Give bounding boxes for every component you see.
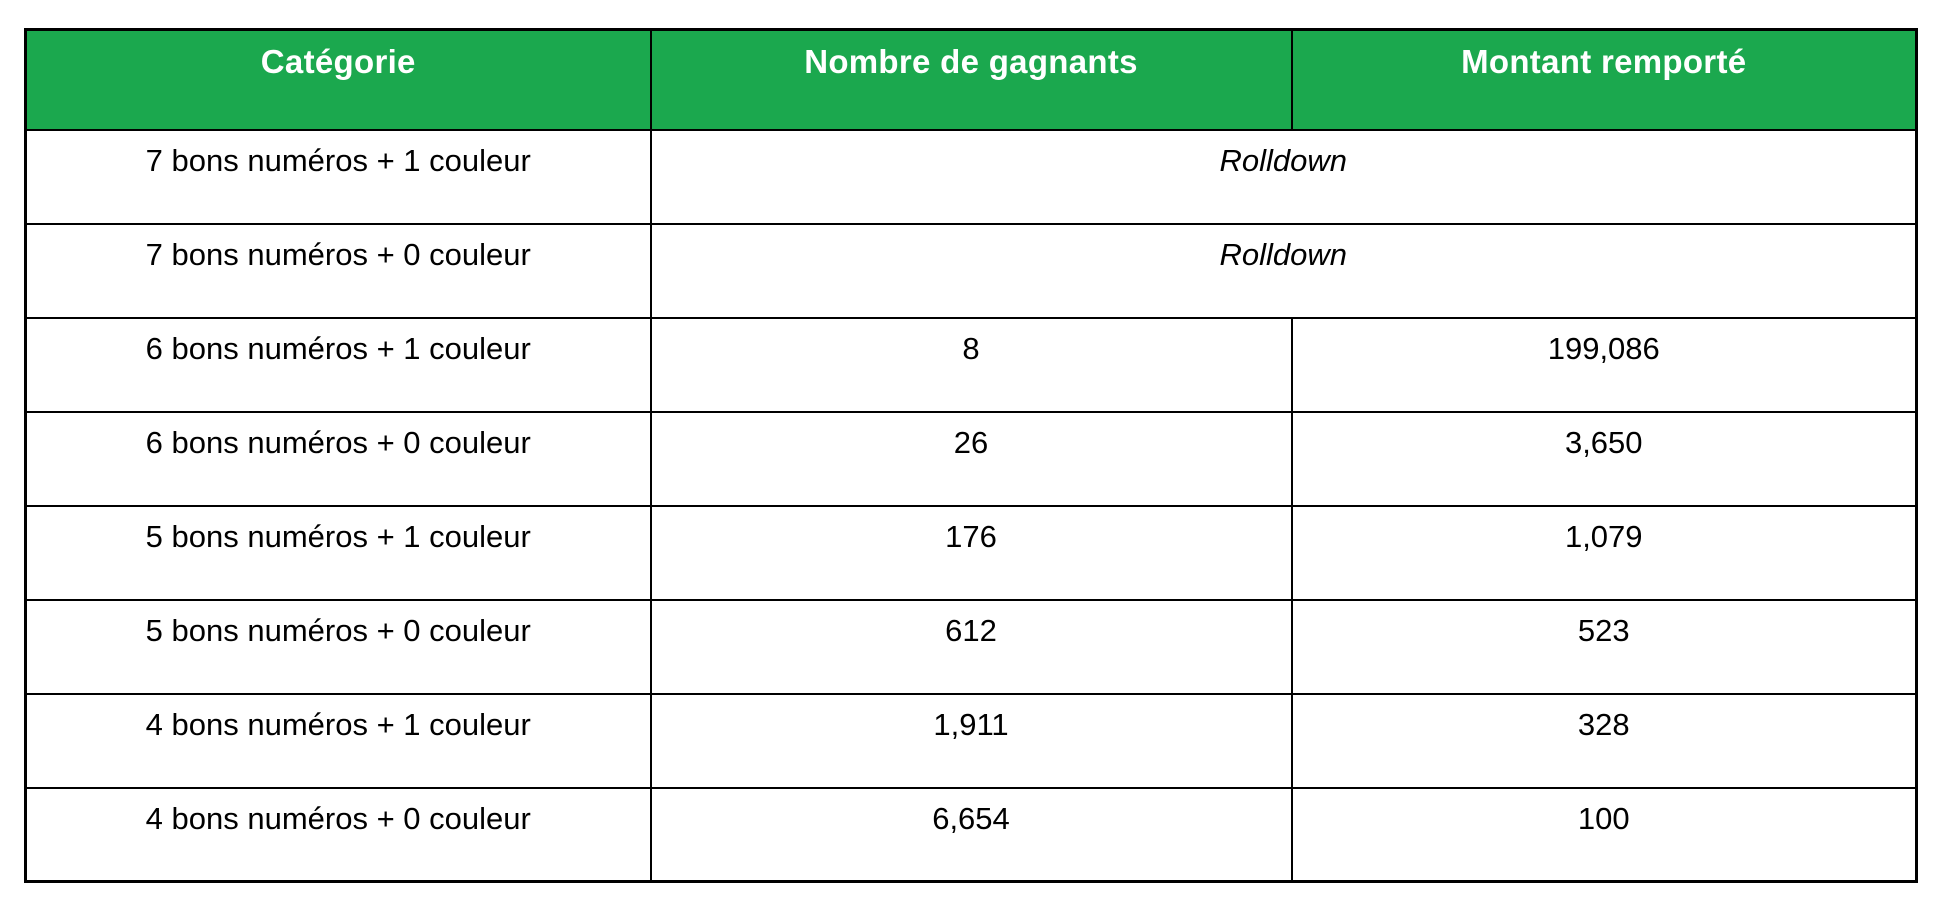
category-cell: 6 bons numéros + 0 couleur xyxy=(26,412,651,506)
category-cell: 6 bons numéros + 1 couleur xyxy=(26,318,651,412)
table-row xyxy=(26,224,1917,318)
amount-cell: 328 xyxy=(1292,694,1917,788)
winners-cell: 176 xyxy=(651,506,1292,600)
winners-cell: 6,654 xyxy=(651,788,1292,882)
winners-cell: 26 xyxy=(651,412,1292,506)
rolldown-cell: Rolldown xyxy=(651,224,1917,318)
category-cell: 7 bons numéros + 0 couleur xyxy=(26,224,651,318)
col-header-amount: Montant remporté xyxy=(1292,30,1917,130)
winners-cell: 1,911 xyxy=(651,694,1292,788)
amount-cell: 100 xyxy=(1292,788,1917,882)
amount-cell: 523 xyxy=(1292,600,1917,694)
category-cell: 7 bons numéros + 1 couleur xyxy=(26,130,651,224)
table-row xyxy=(26,130,1917,224)
winners-cell: 8 xyxy=(651,318,1292,412)
winners-cell: 612 xyxy=(651,600,1292,694)
category-cell: 5 bons numéros + 1 couleur xyxy=(26,506,651,600)
category-cell: 5 bons numéros + 0 couleur xyxy=(26,600,651,694)
amount-cell: 199,086 xyxy=(1292,318,1917,412)
col-header-winners: Nombre de gagnants xyxy=(651,30,1292,130)
table-row xyxy=(26,318,1917,412)
table-row xyxy=(26,506,1917,600)
results-table-container xyxy=(24,28,1915,883)
amount-cell: 1,079 xyxy=(1292,506,1917,600)
header-row xyxy=(26,30,1917,130)
category-cell: 4 bons numéros + 1 couleur xyxy=(26,694,651,788)
table-row xyxy=(26,600,1917,694)
rolldown-cell: Rolldown xyxy=(651,130,1917,224)
col-header-category: Catégorie xyxy=(26,30,651,130)
table-row xyxy=(26,694,1917,788)
amount-cell: 3,650 xyxy=(1292,412,1917,506)
category-cell: 4 bons numéros + 0 couleur xyxy=(26,788,651,882)
table-row xyxy=(26,412,1917,506)
lottery-results-table xyxy=(24,28,1918,883)
table-row xyxy=(26,788,1917,882)
